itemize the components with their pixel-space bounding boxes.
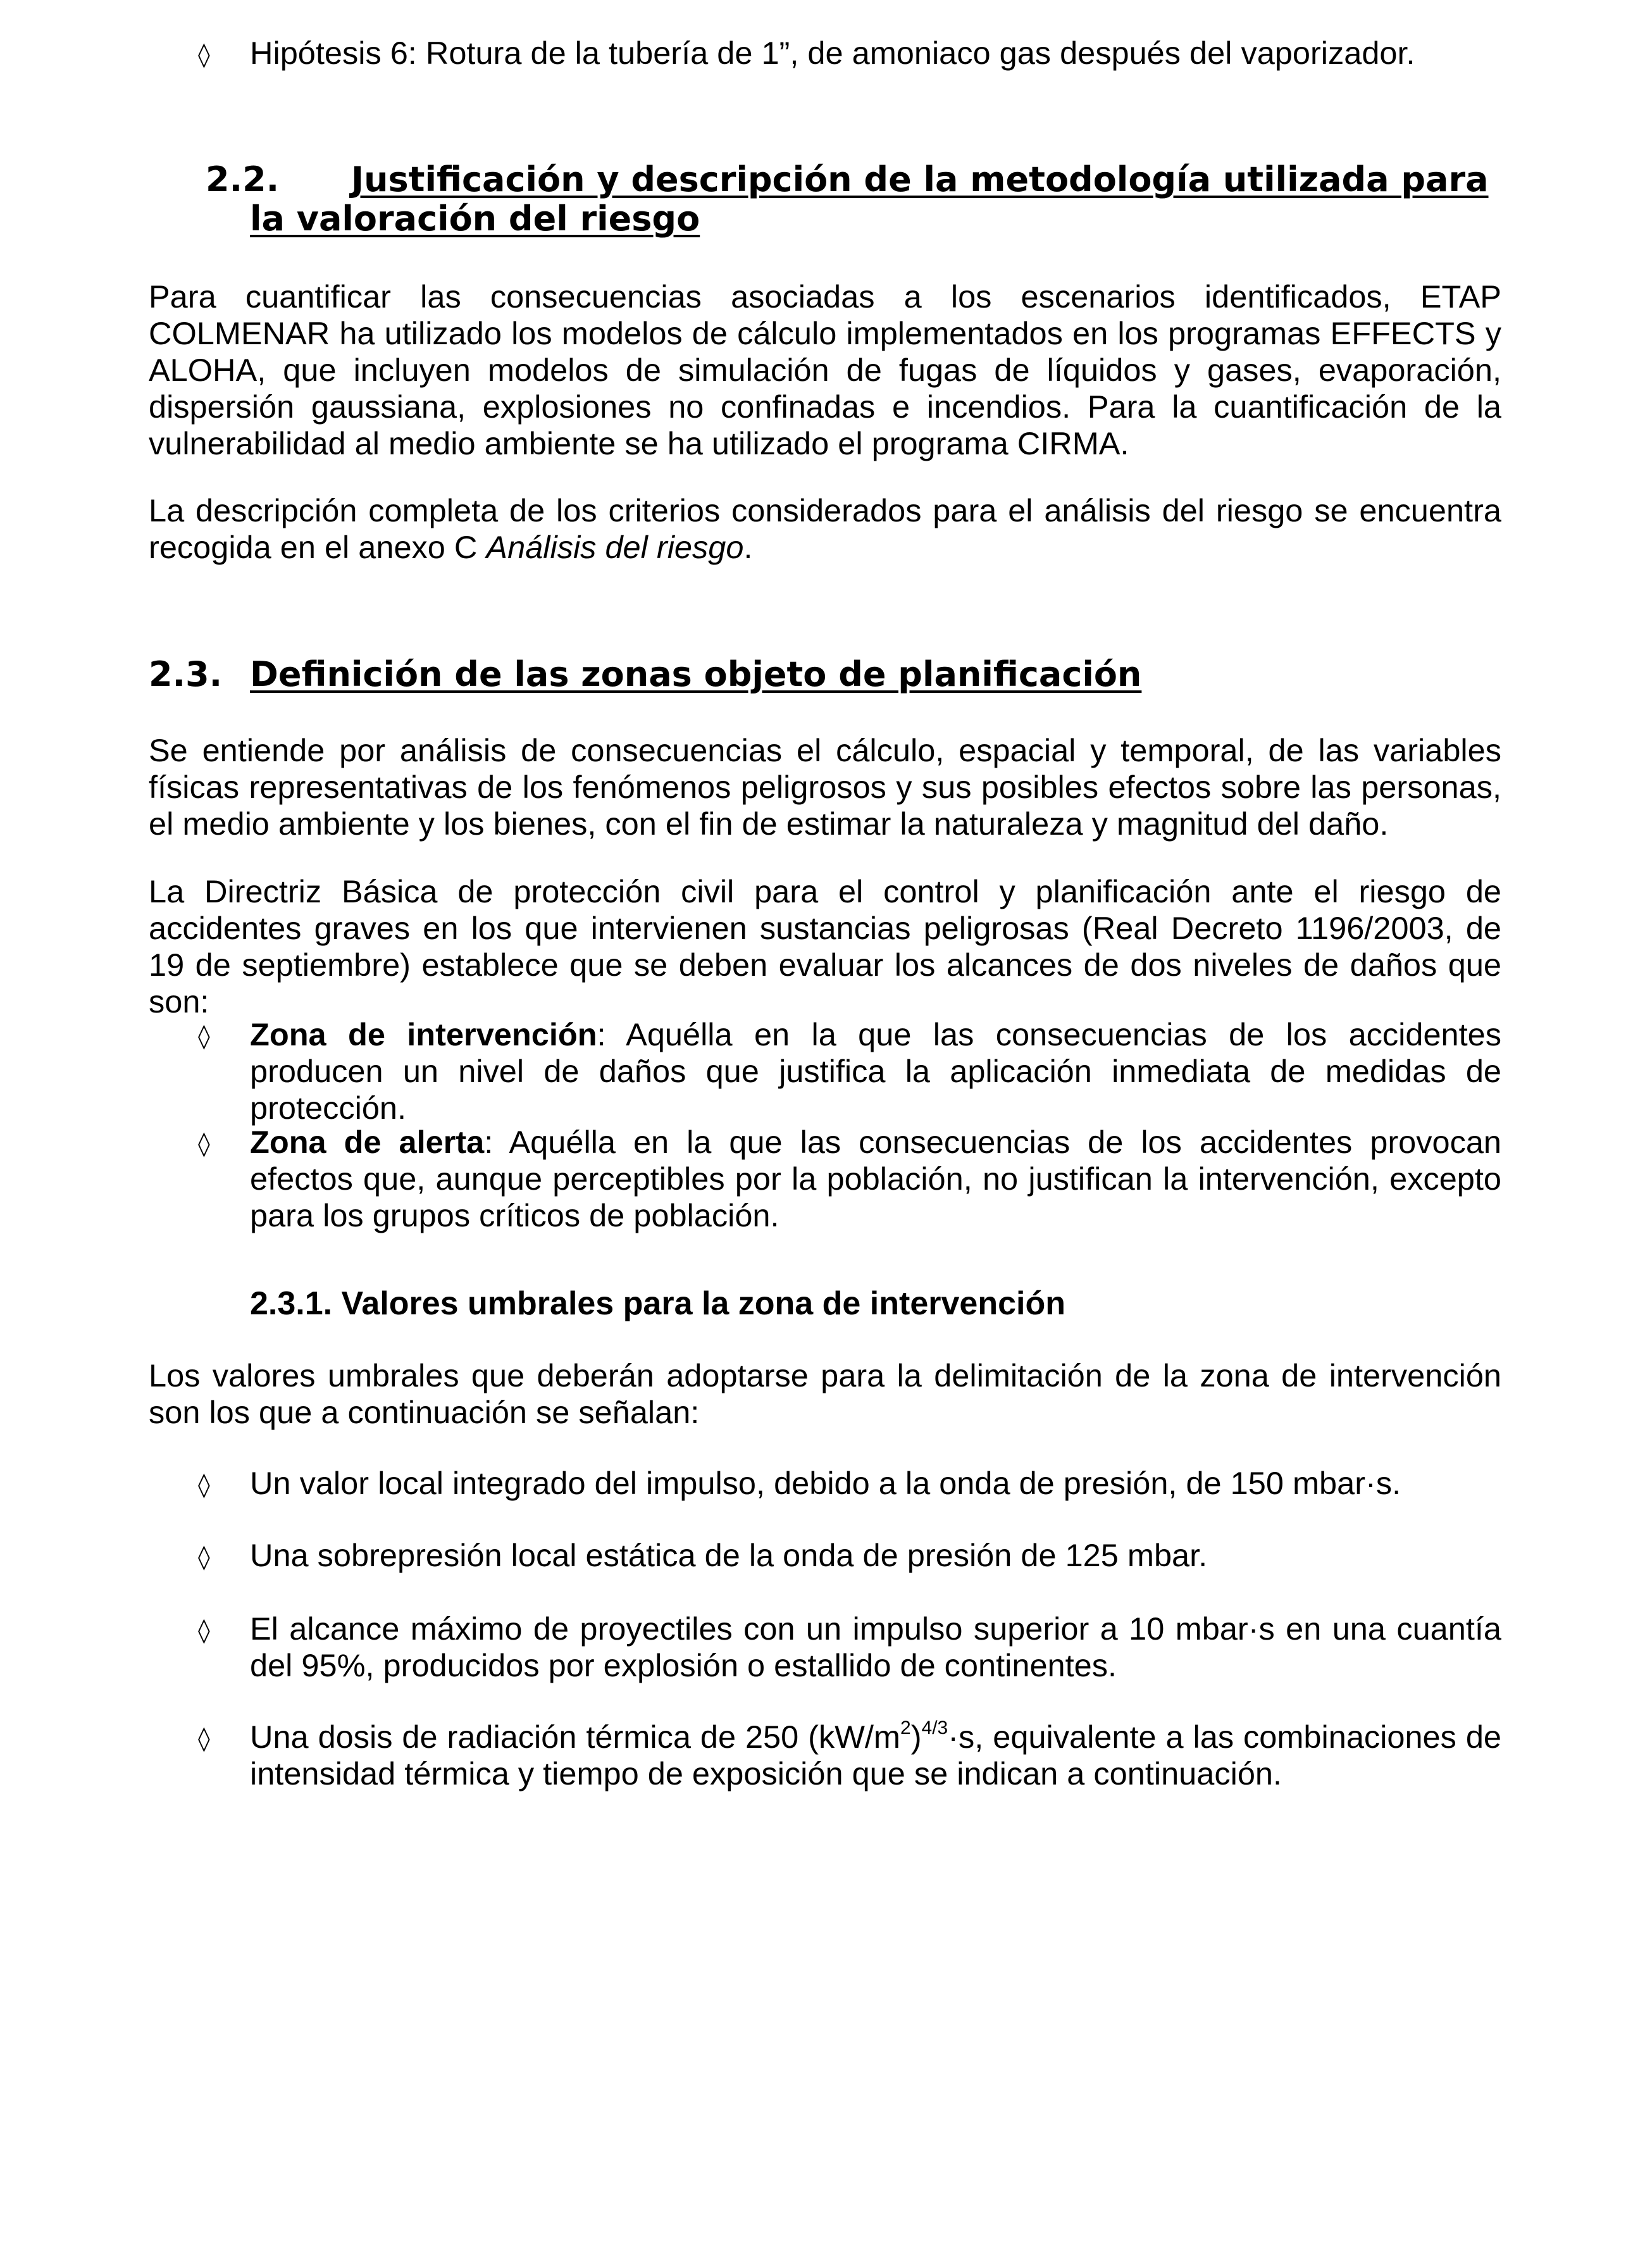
- section-title: Definición de las zonas objeto de planificación: [250, 654, 1142, 694]
- section-title-line2: la valoración del riesgo: [250, 199, 700, 239]
- paragraph: Se entiende por análisis de consecuencias el cálculo, espacial y temporal, de las variables físicas representativas de los fenómenos peligrosos y sus posibles efectos sobre las personas, el medio ambiente y los bienes, con el fin de estimar la naturaleza y magnitud del daño.: [149, 732, 1501, 842]
- section-number: 2.3.: [149, 654, 223, 694]
- list-item-text: Una sobrepresión local estática de la onda de presión de 125 mbar.: [250, 1537, 1208, 1573]
- diamond-bullet-icon: ◊: [198, 1022, 210, 1050]
- list-item-text: Zona de intervención: Aquélla en la que las consecuencias de los accidentes producen un nivel de daños que justifica la aplicación inmediata de medidas de protección.: [250, 1016, 1501, 1126]
- list-item-text: Un valor local integrado del impulso, debido a la onda de presión, de 150 mbar·s.: [250, 1465, 1401, 1501]
- annex-reference: Análisis del riesgo: [486, 529, 744, 565]
- paragraph: Los valores umbrales que deberán adoptarse para la delimitación de la zona de intervención son los que a continuación se señalan:: [149, 1357, 1501, 1430]
- paragraph: Para cuantificar las consecuencias asociadas a los escenarios identificados, ETAP COLMENAR ha utilizado los modelos de cálculo implementados en los programas EFFECTS y ALOHA, que incluyen modelos de simulación de fugas de líquidos y gases, evaporación, dispersión gaussiana, explosiones no confinadas e incendios. Para la cuantificación de la vulnerabilidad al medio ambiente se ha utilizado el programa CIRMA.: [149, 278, 1501, 461]
- definition-term: Zona de alerta: [250, 1124, 485, 1160]
- list-item-text: Una dosis de radiación térmica de 250 $(kW/m^2)^{4/3}\cdot s$, equivalente a las combinaciones de intensidad térmica y tiempo de exposición que se indican a continuación.: [250, 1717, 1501, 1791]
- diamond-bullet-icon: ◊: [198, 40, 210, 68]
- diamond-bullet-icon: ◊: [198, 1471, 210, 1498]
- diamond-bullet-icon: ◊: [198, 1543, 210, 1571]
- paragraph: La Directriz Básica de protección civil para el control y planificación ante el riesgo de accidentes graves en los que intervienen sustancias peligrosas (Real Decreto 1196/2003, de 19 de septiembre) establece que se deben evaluar los alcances de dos niveles de daños que son:: [149, 873, 1501, 1019]
- list-item-text: Zona de alerta: Aquélla en la que las consecuencias de los accidentes provocan efectos que, aunque perceptibles por la población, no justifican la intervención, excepto para los grupos críticos de población.: [250, 1124, 1501, 1233]
- paragraph: La descripción completa de los criterios considerados para el análisis del riesgo se encuentra recogida en el anexo C Análisis del riesgo.: [149, 492, 1501, 565]
- section-number: 2.2.: [206, 159, 280, 199]
- list-item-text: El alcance máximo de proyectiles con un impulso superior a 10 mbar·s en una cuantía del 95%, producidos por explosión o estallido de continentes.: [250, 1611, 1501, 1683]
- section-title-line1: Justificación y descripción de la metodología utilizada para: [351, 159, 1489, 199]
- list-item-text: Hipótesis 6: Rotura de la tubería de 1”, de amoniaco gas después del vaporizador.: [250, 35, 1415, 71]
- definition-term: Zona de intervención: [250, 1016, 597, 1052]
- subsection-heading-2-3-1: 2.3.1. Valores umbrales para la zona de intervención: [250, 1285, 1065, 1322]
- diamond-bullet-icon: ◊: [198, 1130, 210, 1157]
- diamond-bullet-icon: ◊: [198, 1616, 210, 1644]
- diamond-bullet-icon: ◊: [198, 1724, 210, 1752]
